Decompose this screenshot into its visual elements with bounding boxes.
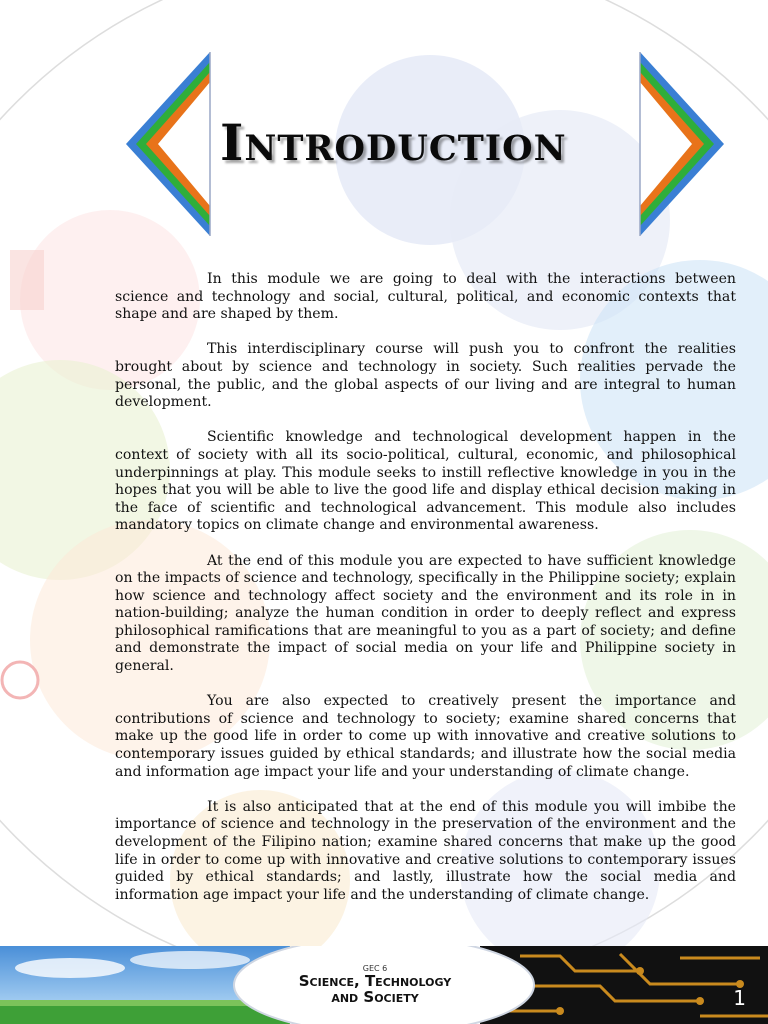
body-text bbox=[115, 271, 736, 922]
paragraph-5: You are also expected to creatively present the importance and contributions of science and technology to society; examine shared concerns that make up the good life in order to come up with innovative and creative solutions to contemporary issues guided by ethical standards; and illustrate how the social media and information age impact your life and your understanding of climate change. bbox=[115, 693, 736, 780]
paragraph-3: Scientific knowledge and technological development happen in the context of society with all its socio-political, cultural, economic, and philosophical underpinnings at play. This module seeks to instill reflective knowledge in you in the hopes that you will be able to live the good life and display ethical decision making in the face of scientific and technological advancement. This module also includes mandatory topics on climate change and environmental awareness. bbox=[115, 429, 736, 534]
left-chevron-decoration bbox=[124, 50, 214, 240]
page-title: Introduction bbox=[220, 113, 567, 172]
footer-banner bbox=[0, 946, 768, 1024]
paragraph-1: In this module we are going to deal with the interactions between science and technology and social, cultural, political, and economic contexts that shape and are shaped by them. bbox=[115, 271, 736, 323]
course-code: GEC 6 bbox=[362, 964, 388, 973]
course-title-line-1: Science, Technology bbox=[298, 972, 452, 990]
course-title-line-2: and Society bbox=[331, 988, 419, 1006]
paragraph-4: At the end of this module you are expected to have sufficient knowledge on the impacts of science and technology, specifically in the Philippine society; explain how science and technology affect society and the environment and its role in in nation-building; analyze the human condition in order to deeply reflect and express philosophical ramifications that are meaningful to you as a part of society; and define and demonstrate the impact of social media on your life and Philippine society in general. bbox=[115, 552, 736, 675]
paragraph-2: This interdisciplinary course will push you to confront the realities brought about by science and technology in society. Such realities pervade the personal, the public, and the global aspects of our living and are integral to human development. bbox=[115, 341, 736, 411]
footer-course-label bbox=[250, 964, 500, 1005]
paragraph-6: It is also anticipated that at the end of this module you will imbibe the importance of science and technology in the preservation of the environment and the development of the Filipino nation; examine shared concerns that make up the good life in order to come up with innovative and creative solutions to contemporary issues guided by ethical standards; and lastly, illustrate how the social media and information age impact your life and the understanding of climate change. bbox=[115, 798, 736, 903]
title-container bbox=[220, 108, 660, 178]
page-number: 1 bbox=[733, 986, 746, 1010]
